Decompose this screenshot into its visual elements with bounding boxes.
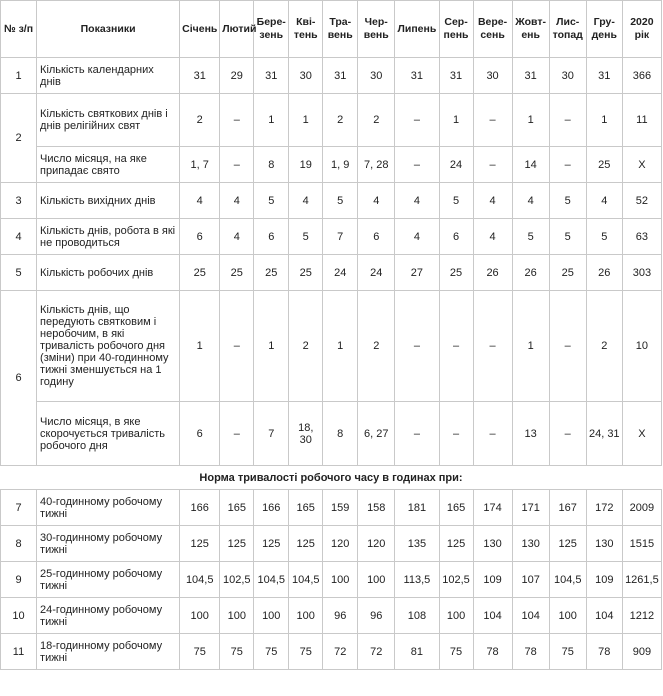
table-row [1,219,662,255]
month-value: 1 [254,291,289,402]
month-value: 130 [473,526,512,562]
month-value: 4 [289,183,323,219]
month-value: 24 [358,255,395,291]
month-value: – [395,94,439,147]
month-value: – [549,402,586,466]
month-value: 24 [323,255,358,291]
header-month: Липень [395,1,439,58]
month-value: 24 [439,147,473,183]
row-number: 9 [1,562,37,598]
month-value: 102,5 [220,562,254,598]
month-value: 104,5 [549,562,586,598]
row-label: Кількість робочих днів [37,255,180,291]
row-label: Кількість вихідних днів [37,183,180,219]
month-value: 26 [586,255,622,291]
month-value: – [395,402,439,466]
month-value: 25 [439,255,473,291]
year-total: 63 [622,219,661,255]
header-month: Січень [180,1,220,58]
month-value: 125 [254,526,289,562]
month-value: 25 [254,255,289,291]
month-value: 125 [439,526,473,562]
month-value: 4 [473,219,512,255]
month-value: 125 [289,526,323,562]
month-value: 29 [220,58,254,94]
year-total: 1212 [622,598,661,634]
row-number: 3 [1,183,37,219]
month-value: 104 [512,598,549,634]
month-value: 5 [289,219,323,255]
month-value: – [395,147,439,183]
month-value: 7 [323,219,358,255]
month-value: 2 [289,291,323,402]
month-value: 5 [586,219,622,255]
year-total: 11 [622,94,661,147]
table-row [1,634,662,670]
month-value: 2 [586,291,622,402]
row-label: Число місяця, на яке припадає свято [37,147,180,183]
month-value: 30 [549,58,586,94]
month-value: 96 [358,598,395,634]
table-row [1,255,662,291]
month-value: 1 [180,291,220,402]
year-total: 1515 [622,526,661,562]
year-total: 303 [622,255,661,291]
section-row [1,466,662,490]
month-value: 165 [289,490,323,526]
section-title: Норма тривалості робочого часу в годинах при: [1,466,662,490]
year-total: Х [622,402,661,466]
month-value: 5 [323,183,358,219]
month-value: 25 [549,255,586,291]
month-value: 78 [512,634,549,670]
table-row [1,562,662,598]
year-total: 1261,5 [622,562,661,598]
month-value: 100 [254,598,289,634]
month-value: – [439,402,473,466]
row-label: Кількість календарних днів [37,58,180,94]
table-row [1,147,662,183]
row-number: 4 [1,219,37,255]
header-month: Вере-сень [473,1,512,58]
month-value: 5 [512,219,549,255]
year-total: 2009 [622,490,661,526]
table-header-row [1,1,662,58]
month-value: 26 [512,255,549,291]
month-value: 78 [473,634,512,670]
row-number: 2 [1,94,37,183]
month-value: 166 [180,490,220,526]
row-number: 7 [1,490,37,526]
month-value: 171 [512,490,549,526]
header-month: Тра-вень [323,1,358,58]
month-value: 1 [323,291,358,402]
month-value: – [473,291,512,402]
month-value: 100 [220,598,254,634]
month-value: 1, 9 [323,147,358,183]
month-value: 6 [180,402,220,466]
month-value: 1 [254,94,289,147]
month-value: 25 [220,255,254,291]
row-label: 24-годинному робочому тижні [37,598,180,634]
month-value: 125 [549,526,586,562]
month-value: 1 [439,94,473,147]
month-value: 18, 30 [289,402,323,466]
header-year: 2020 рік [622,1,661,58]
month-value: 6 [358,219,395,255]
month-value: 25 [180,255,220,291]
month-value: 107 [512,562,549,598]
month-value: 6, 27 [358,402,395,466]
month-value: 25 [289,255,323,291]
month-value: 100 [439,598,473,634]
table-row [1,490,662,526]
month-value: 13 [512,402,549,466]
month-value: – [549,94,586,147]
month-value: 1, 7 [180,147,220,183]
month-value: 14 [512,147,549,183]
month-value: – [473,94,512,147]
month-value: 31 [323,58,358,94]
table-row [1,402,662,466]
row-label: Число місяця, в яке скорочується тривалість робочого дня [37,402,180,466]
header-month: Чер-вень [358,1,395,58]
month-value: 6 [439,219,473,255]
month-value: 1 [289,94,323,147]
month-value: 5 [254,183,289,219]
month-value: – [220,94,254,147]
month-value: 4 [358,183,395,219]
table-row [1,598,662,634]
month-value: 159 [323,490,358,526]
month-value: – [549,291,586,402]
header-month: Берe-зень [254,1,289,58]
row-number: 10 [1,598,37,634]
month-value: 5 [549,219,586,255]
header-month: Сер-пень [439,1,473,58]
month-value: 31 [586,58,622,94]
header-month: Кві-тень [289,1,323,58]
month-value: 26 [473,255,512,291]
month-value: 72 [323,634,358,670]
month-value: 181 [395,490,439,526]
month-value: 5 [439,183,473,219]
month-value: 102,5 [439,562,473,598]
month-value: 4 [395,219,439,255]
header-month: Лис-топад [549,1,586,58]
month-value: 120 [358,526,395,562]
month-value: 165 [220,490,254,526]
header-indicator: Показники [37,1,180,58]
month-value: 4 [512,183,549,219]
month-value: 104,5 [289,562,323,598]
month-value: 31 [180,58,220,94]
month-value: – [473,402,512,466]
month-value: 100 [358,562,395,598]
month-value: 100 [323,562,358,598]
month-value: 81 [395,634,439,670]
month-value: 72 [358,634,395,670]
month-value: 100 [289,598,323,634]
month-value: 8 [254,147,289,183]
month-value: 75 [220,634,254,670]
month-value: 31 [395,58,439,94]
month-value: 5 [549,183,586,219]
month-value: 2 [358,291,395,402]
month-value: 75 [180,634,220,670]
month-value: 75 [549,634,586,670]
year-total: 366 [622,58,661,94]
year-total: 52 [622,183,661,219]
year-total: Х [622,147,661,183]
row-label: Кількість днів, що передують святковим і неробочим, в які тривалість робочого дня (зміни) при 40-годинному тижні зменшується на 1 годину [37,291,180,402]
month-value: 104 [473,598,512,634]
month-value: 100 [180,598,220,634]
month-value: 109 [586,562,622,598]
month-value: 1 [512,94,549,147]
row-label: 30-годинному робочому тижні [37,526,180,562]
month-value: 27 [395,255,439,291]
month-value: 2 [358,94,395,147]
month-value: 130 [586,526,622,562]
month-value: 4 [180,183,220,219]
month-value: 166 [254,490,289,526]
month-value: 130 [512,526,549,562]
row-number: 1 [1,58,37,94]
month-value: 6 [180,219,220,255]
month-value: 108 [395,598,439,634]
month-value: 167 [549,490,586,526]
table-row [1,58,662,94]
month-value: 1 [512,291,549,402]
month-value: 75 [254,634,289,670]
month-value: 2 [323,94,358,147]
row-number: 6 [1,291,37,466]
month-value: 6 [254,219,289,255]
row-number: 8 [1,526,37,562]
table-row [1,94,662,147]
month-value: – [473,147,512,183]
row-label: 25-годинному робочому тижні [37,562,180,598]
month-value: 172 [586,490,622,526]
month-value: 158 [358,490,395,526]
month-value: 30 [289,58,323,94]
month-value: 31 [439,58,473,94]
month-value: 75 [439,634,473,670]
month-value: 104 [586,598,622,634]
row-number: 11 [1,634,37,670]
month-value: 24, 31 [586,402,622,466]
table-row [1,183,662,219]
month-value: 125 [220,526,254,562]
table-row [1,291,662,402]
month-value: 4 [395,183,439,219]
month-value: – [439,291,473,402]
table-row [1,526,662,562]
row-label: Кількість днів, робота в які не проводиться [37,219,180,255]
header-num: № з/п [1,1,37,58]
month-value: – [549,147,586,183]
month-value: – [220,291,254,402]
month-value: 30 [358,58,395,94]
month-value: 113,5 [395,562,439,598]
month-value: 25 [586,147,622,183]
month-value: – [220,147,254,183]
month-value: 8 [323,402,358,466]
month-value: 135 [395,526,439,562]
month-value: 109 [473,562,512,598]
month-value: 7, 28 [358,147,395,183]
row-label: 18-годинному робочому тижні [37,634,180,670]
year-total: 10 [622,291,661,402]
month-value: 4 [220,183,254,219]
year-total: 909 [622,634,661,670]
month-value: 4 [586,183,622,219]
month-value: 1 [586,94,622,147]
row-label: Кількість святкових днів і днів релігійних свят [37,94,180,147]
month-value: 120 [323,526,358,562]
month-value: 75 [289,634,323,670]
month-value: 4 [220,219,254,255]
row-number: 5 [1,255,37,291]
header-month: Лютий [220,1,254,58]
month-value: 19 [289,147,323,183]
month-value: 4 [473,183,512,219]
month-value: – [395,291,439,402]
month-value: 31 [512,58,549,94]
header-month: Жовт-ень [512,1,549,58]
row-label: 40-годинному робочому тижні [37,490,180,526]
month-value: 174 [473,490,512,526]
month-value: 7 [254,402,289,466]
month-value: 165 [439,490,473,526]
month-value: 2 [180,94,220,147]
month-value: 100 [549,598,586,634]
month-value: 104,5 [180,562,220,598]
month-value: 104,5 [254,562,289,598]
month-value: 125 [180,526,220,562]
month-value: 30 [473,58,512,94]
month-value: 31 [254,58,289,94]
month-value: – [220,402,254,466]
month-value: 96 [323,598,358,634]
header-month: Гру-день [586,1,622,58]
month-value: 78 [586,634,622,670]
